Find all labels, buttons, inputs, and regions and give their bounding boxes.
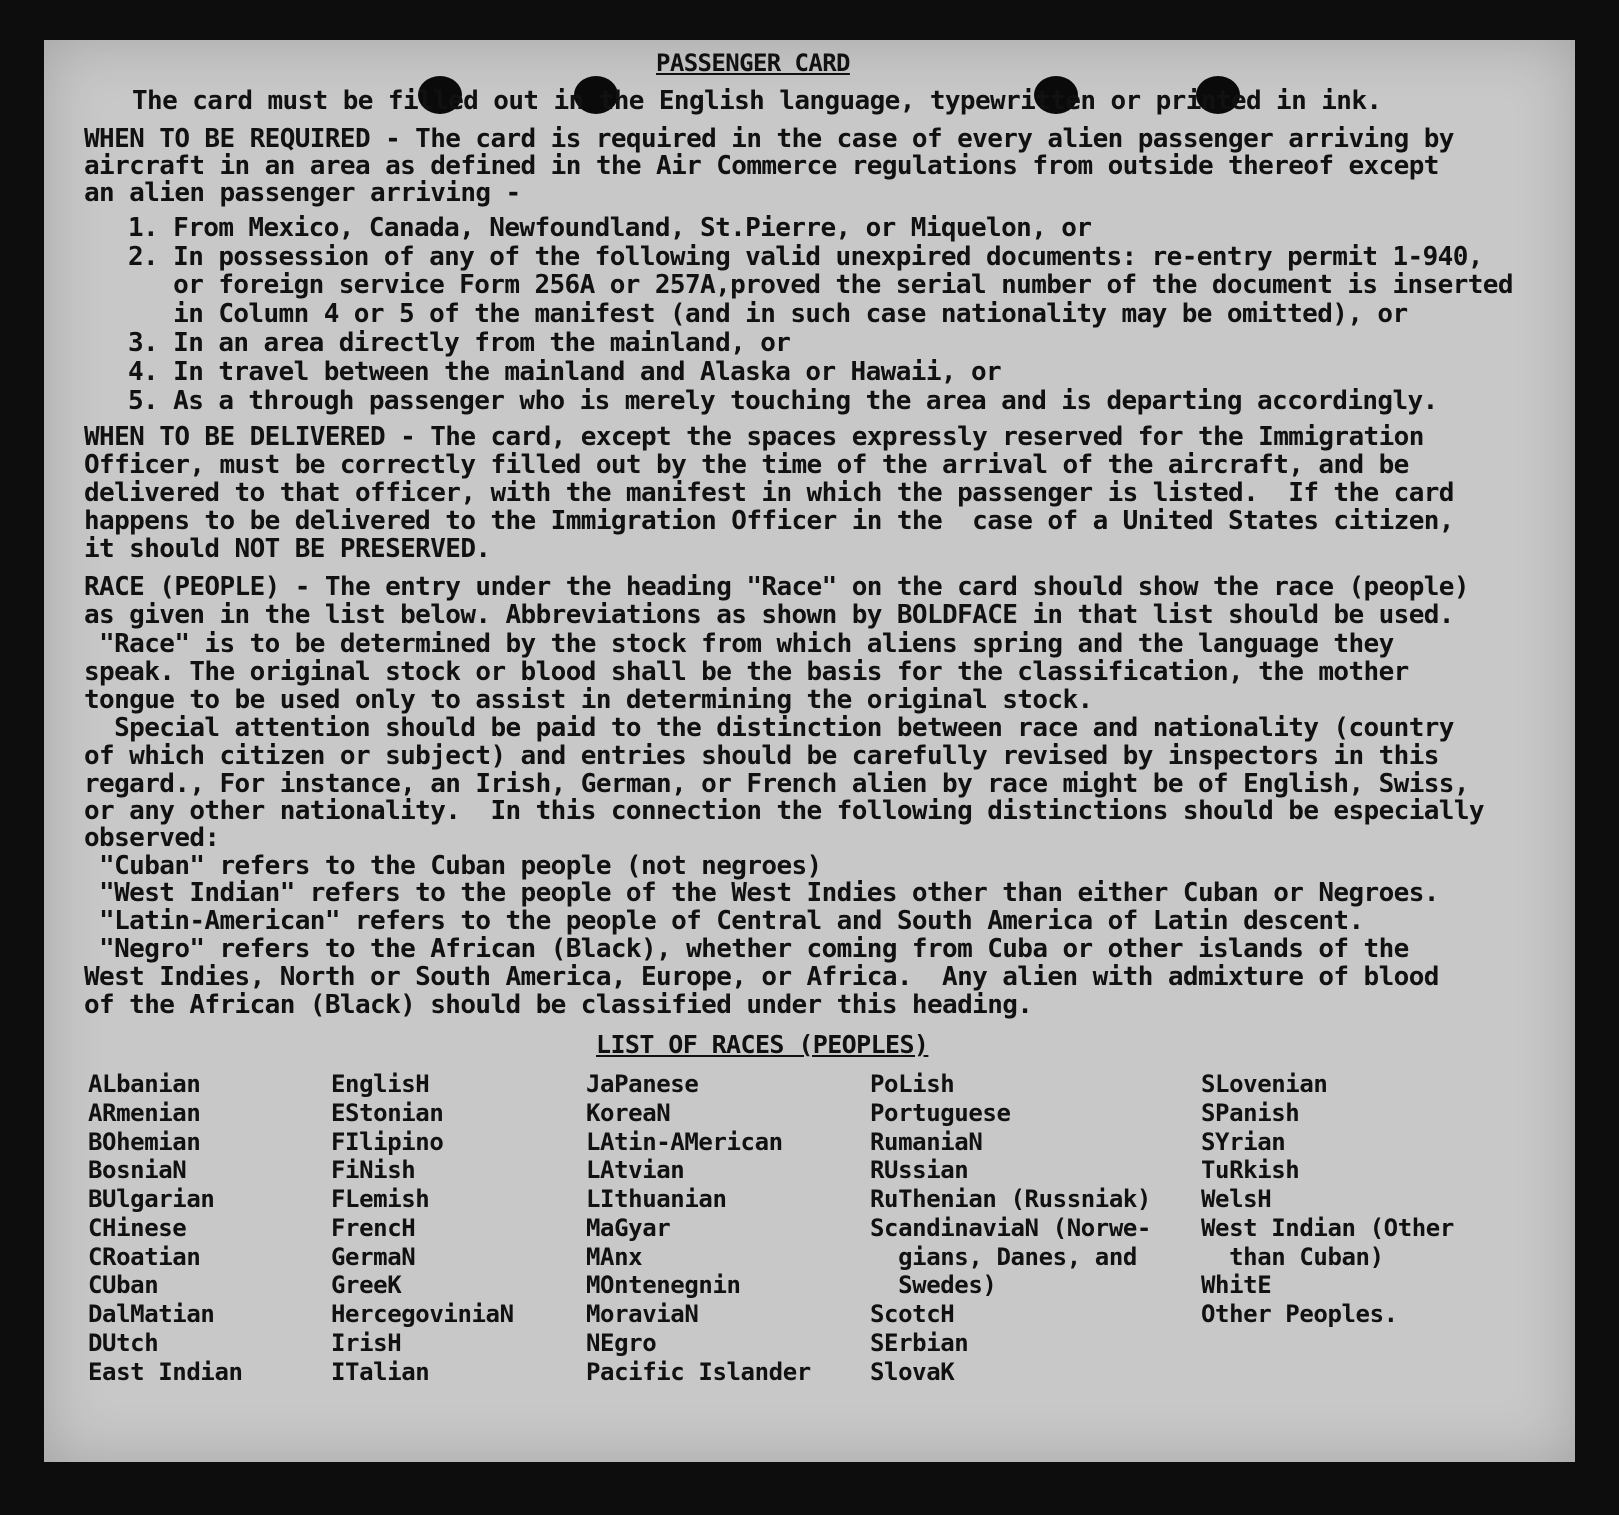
race-line: "Latin-American" refers to the people of Central and South America of Latin descent. [84,906,1364,936]
race-line: "West Indian" refers to the people of the West Indies other than either Cuban or Negroes. [84,878,1439,908]
race-item: RUssian [870,1156,969,1184]
required-item: 3. In an area directly from the mainland, or [128,328,791,358]
list-title: LIST OF RACES (PEOPLES) [596,1030,929,1059]
race-item: SLovenian [1201,1070,1328,1098]
required-item: 1. From Mexico, Canada, Newfoundland, St.Pierre, or Miquelon, or [128,213,1092,243]
race-line: as given in the list below. Abbreviations as shown by BOLDFACE in that list should be used. [84,600,1454,630]
required-item: in Column 4 or 5 of the manifest (and in such case nationality may be omitted), or [128,299,1408,329]
race-item: LAtvian [586,1156,685,1184]
race-line: "Negro" refers to the African (Black), whether coming from Cuba or other islands of the [84,934,1409,964]
race-item: Pacific Islander [586,1358,811,1386]
race-item: IrisH [331,1329,402,1357]
race-line: RACE (PEOPLE) - The entry under the heading "Race" on the card should show the race (people) [84,572,1469,602]
race-line: "Race" is to be determined by the stock from which aliens spring and the language they [84,629,1394,659]
required-item: 2. In possession of any of the following valid unexpired documents: re-entry permit 1-940, [128,242,1483,272]
race-item: KoreaN [586,1099,671,1127]
race-line: of the African (Black) should be classified under this heading. [84,990,1033,1020]
race-item: ITalian [331,1358,430,1386]
race-item: JaPanese [586,1070,699,1098]
delivered-line: Officer, must be correctly filled out by the time of the arrival of the aircraft, and be [84,450,1409,480]
race-line: observed: [84,823,220,853]
race-item: CUban [88,1271,159,1299]
race-item: MoraviaN [586,1300,699,1328]
race-item: Swedes) [870,1271,997,1299]
race-item: BosniaN [88,1156,187,1184]
required-line: WHEN TO BE REQUIRED - The card is required in the case of every alien passenger arriving by [84,124,1454,154]
race-line: Special attention should be paid to the distinction between race and nationality (country [84,713,1454,743]
race-item: RumaniaN [870,1128,983,1156]
race-item: FIlipino [331,1128,444,1156]
race-item: GreeK [331,1271,402,1299]
race-item: DalMatian [88,1300,215,1328]
race-item: LAtin-AMerican [586,1128,783,1156]
race-line: regard., For instance, an Irish, German, or French alien by race might be of English, Swiss, [84,769,1469,799]
required-item: 5. As a through passenger who is merely touching the area and is departing accordingly. [128,386,1438,416]
race-line: West Indies, North or South America, Europe, or Africa. Any alien with admixture of blood [84,962,1439,992]
race-item: MOntenegnin [586,1271,741,1299]
race-line: of which citizen or subject) and entries should be carefully revised by inspectors in this [84,741,1439,771]
required-item: or foreign service Form 256A or 257A,proved the serial number of the document is inserted [128,270,1513,300]
race-line: tongue to be used only to assist in determining the original stock. [84,685,1093,715]
race-item: WhitE [1201,1271,1272,1299]
race-item: FiNish [331,1156,416,1184]
race-item: EnglisH [331,1070,430,1098]
race-item: ScotcH [870,1300,955,1328]
race-item: RuThenian (Russniak) [870,1185,1151,1213]
race-item: BOhemian [88,1128,201,1156]
required-item: 4. In travel between the mainland and Alaska or Hawaii, or [128,357,1002,387]
race-item: TuRkish [1201,1156,1300,1184]
race-line: "Cuban" refers to the Cuban people (not negroes) [84,851,822,881]
race-item: ALbanian [88,1070,201,1098]
race-item: MAnx [586,1243,643,1271]
required-line: aircraft in an area as defined in the Air Commerce regulations from outside thereof except [84,151,1439,181]
race-line: speak. The original stock or blood shall be the basis for the classification, the mother [84,657,1409,687]
race-item: gians, Danes, and [870,1243,1137,1271]
race-item: CHinese [88,1214,187,1242]
delivered-line: delivered to that officer, with the manifest in which the passenger is listed. If the card [84,478,1454,508]
delivered-line: happens to be delivered to the Immigration Officer in the case of a United States citizen, [84,506,1454,536]
race-item: ARmenian [88,1099,201,1127]
race-item: PoLish [870,1070,955,1098]
race-item: SErbian [870,1329,969,1357]
race-item: Other Peoples. [1201,1300,1398,1328]
race-item: BUlgarian [88,1185,215,1213]
intro-line: The card must be filled out in the English language, typewritten or printed in ink. [132,86,1382,116]
passenger-card-sheet [44,40,1575,1462]
race-item: WelsH [1201,1185,1272,1213]
race-item: SYrian [1201,1128,1286,1156]
required-line: an alien passenger arriving - [84,178,521,208]
race-item: East Indian [88,1358,243,1386]
race-item: MaGyar [586,1214,671,1242]
race-item: SPanish [1201,1099,1300,1127]
race-item: GermaN [331,1243,416,1271]
race-item: FrencH [331,1214,416,1242]
race-item: than Cuban) [1201,1243,1384,1271]
race-item: DUtch [88,1329,159,1357]
race-item: HercegoviniaN [331,1300,514,1328]
card-title: PASSENGER CARD [656,49,850,77]
race-item: FLemish [331,1185,430,1213]
race-item: NEgro [586,1329,657,1357]
delivered-line: it should NOT BE PRESERVED. [84,534,491,564]
race-line: or any other nationality. In this connection the following distinctions should be especially [84,796,1484,826]
race-item: EStonian [331,1099,444,1127]
race-item: ScandinaviaN (Norwe- [870,1214,1151,1242]
race-item: West Indian (Other [1201,1214,1454,1242]
race-item: CRoatian [88,1243,201,1271]
race-item: LIthuanian [586,1185,727,1213]
delivered-line: WHEN TO BE DELIVERED - The card, except the spaces expressly reserved for the Immigration [84,422,1424,452]
race-item: SlovaK [870,1358,955,1386]
race-item: Portuguese [870,1099,1011,1127]
